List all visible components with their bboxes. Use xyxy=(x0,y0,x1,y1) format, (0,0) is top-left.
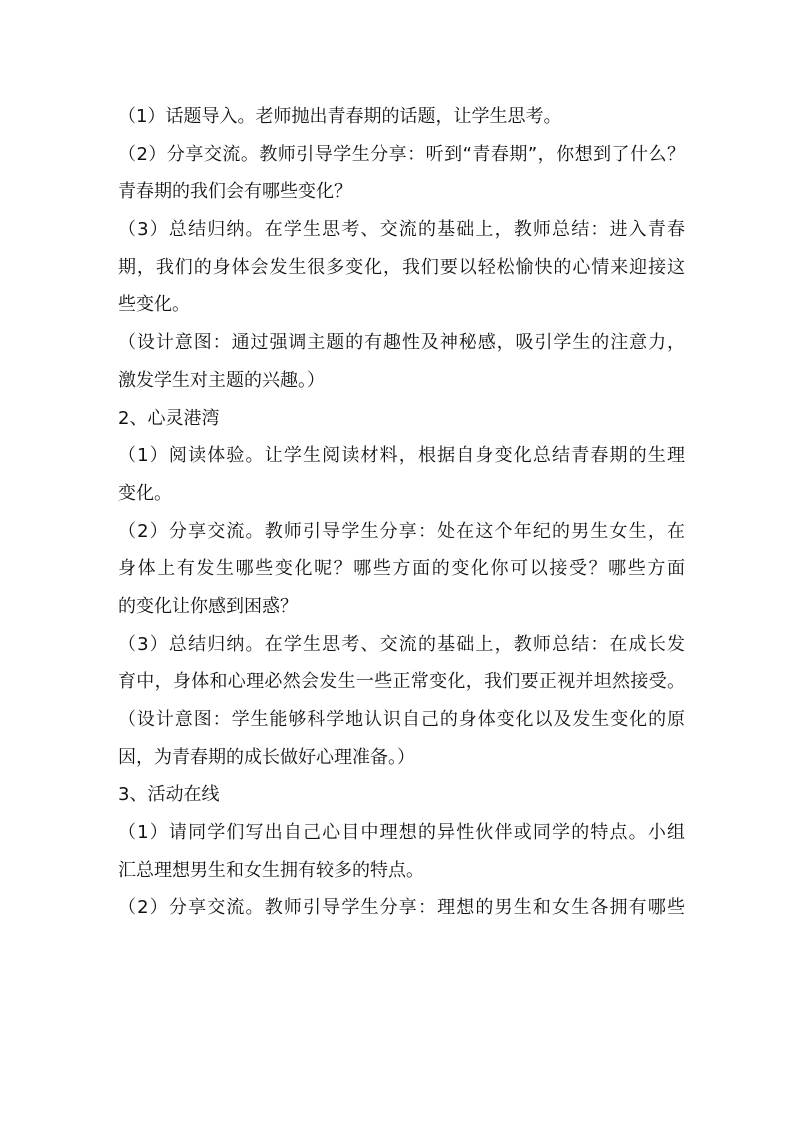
text-line: （2）分享交流。教师引导学生分享：处在这个年纪的男生女生，在 xyxy=(118,520,685,542)
text-line: 的变化让你感到困惑？ xyxy=(118,595,298,617)
text-line: 变化。 xyxy=(118,482,172,504)
body-text xyxy=(118,98,685,927)
text-line: 身体上有发生哪些变化呢？哪些方面的变化你可以接受？哪些方面 xyxy=(118,558,685,580)
text-line: （设计意图：通过强调主题的有趣性及神秘感，吸引学生的注意力， xyxy=(118,332,685,354)
text-line: 些变化。 xyxy=(118,294,190,316)
text-line: 期，我们的身体会发生很多变化，我们要以轻松愉快的心情来迎接这 xyxy=(118,256,685,278)
text-line: （设计意图：学生能够科学地认识自己的身体变化以及发生变化的原 xyxy=(118,709,685,730)
text-line: 2、心灵港湾 xyxy=(118,407,220,429)
text-line: 汇总理想男生和女生拥有较多的特点。 xyxy=(118,859,424,881)
text-line: （2）分享交流。教师引导学生分享：理想的男生和女生各拥有哪些 xyxy=(118,897,685,919)
text-line: （3）总结归纳。在学生思考、交流的基础上，教师总结：在成长发 xyxy=(118,633,685,655)
text-line: 3、活动在线 xyxy=(118,784,220,806)
text-line: 激发学生对主题的兴趣。） xyxy=(118,369,325,391)
text-line: （2）分享交流。教师引导学生分享：听到“青春期”，你想到了什么？ xyxy=(118,143,685,165)
text-line: 育中，身体和心理必然会发生一些正常变化，我们要正视并坦然接受。 xyxy=(118,671,685,693)
text-line: 青春期的我们会有哪些变化？ xyxy=(118,181,352,203)
text-line: 因，为青春期的成长做好心理准备。） xyxy=(118,746,415,768)
text-line: （1）话题导入。老师抛出青春期的话题，让学生思考。 xyxy=(118,106,562,127)
text-line: （1）阅读体验。让学生阅读材料，根据自身变化总结青春期的生理 xyxy=(118,445,685,467)
text-line: （1）请同学们写出自己心目中理想的异性伙伴或同学的特点。小组 xyxy=(118,822,685,844)
text-line: （3）总结归纳。在学生思考、交流的基础上，教师总结：进入青春 xyxy=(118,219,685,241)
